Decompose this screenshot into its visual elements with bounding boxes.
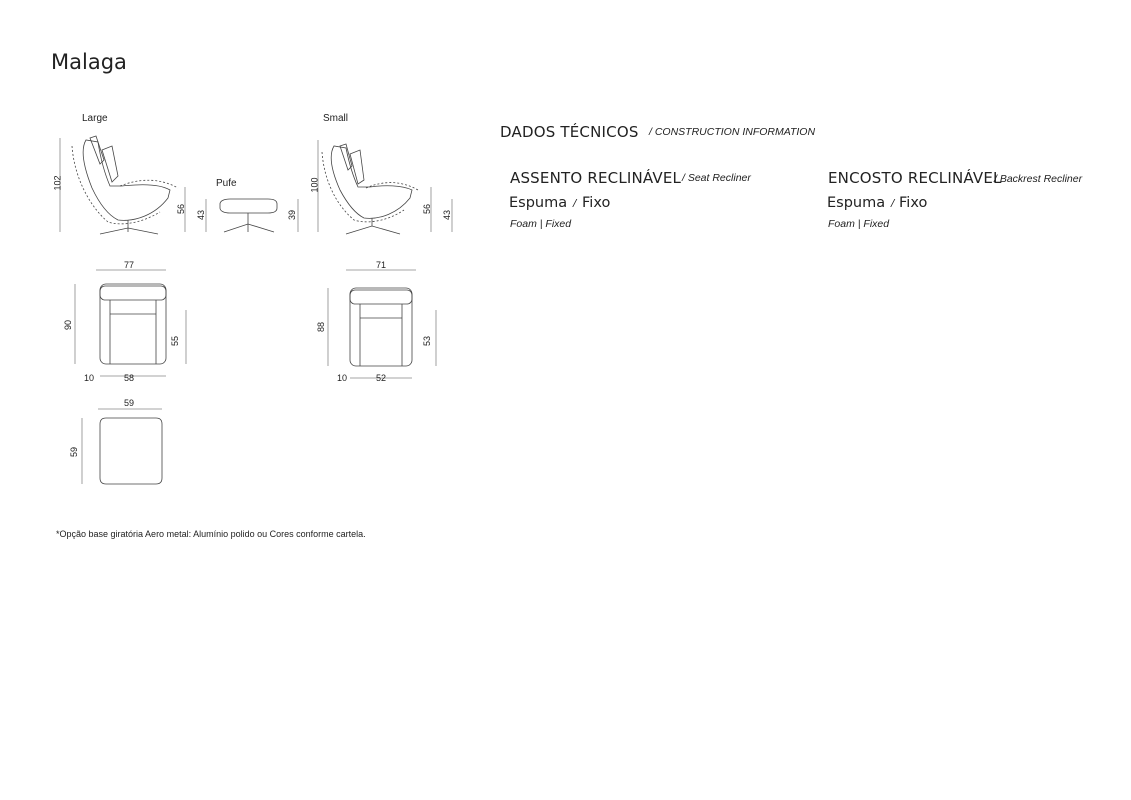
- dim-large-back: 56: [176, 203, 187, 215]
- large-top-view: [75, 270, 186, 376]
- dim-small-back: 56: [422, 203, 433, 215]
- backrest-recliner-title: ENCOSTO RECLINÁVEL: [828, 169, 1002, 187]
- page-title: Malaga: [51, 50, 127, 74]
- backrest-options-en: Foam | Fixed: [828, 218, 890, 230]
- technical-heading: DADOS TÉCNICOS: [500, 123, 639, 141]
- small-side-view: [318, 140, 452, 234]
- dim-small-width: 71: [376, 260, 387, 270]
- dim-large-arm: 10: [84, 373, 95, 383]
- pufe-label: Pufe: [216, 178, 237, 189]
- backrest-option-foam: Espuma: [827, 195, 886, 211]
- small-label: Small: [323, 113, 349, 124]
- dim-small-seat-width: 52: [376, 373, 387, 383]
- seat-option-fixed: Fixo: [582, 195, 611, 211]
- small-top-view: [328, 270, 436, 378]
- technical-heading-en: / CONSTRUCTION INFORMATION: [649, 126, 816, 138]
- dim-large-width: 77: [124, 260, 135, 270]
- large-label: Large: [82, 113, 108, 124]
- seat-options-en: Foam | Fixed: [510, 218, 572, 230]
- dim-large-depth: 90: [63, 319, 74, 331]
- dim-pufe-width: 59: [124, 398, 135, 408]
- dim-large-inner: 55: [170, 335, 181, 347]
- large-side-view: [60, 136, 206, 234]
- dim-pufe-depth: 59: [69, 446, 80, 458]
- backrest-option-fixed: Fixo: [899, 195, 928, 211]
- backrest-option-separator: /: [891, 198, 895, 209]
- dim-small-depth: 88: [316, 321, 327, 333]
- seat-option-separator: /: [573, 198, 577, 209]
- dim-small-seat: 43: [442, 209, 453, 221]
- seat-recliner-title: ASSENTO RECLINÁVEL: [510, 169, 682, 187]
- pufe-top-view: [82, 409, 162, 484]
- footnote: *Opção base giratória Aero metal: Alumínio polido ou Cores conforme cartela.: [56, 529, 366, 539]
- dim-pufe-height: 39: [287, 209, 298, 221]
- dim-large-height: 102: [52, 175, 63, 191]
- seat-recliner-title-en: / Seat Recliner: [682, 172, 751, 184]
- dim-large-seat-width: 58: [124, 373, 135, 383]
- dim-small-height: 100: [309, 177, 320, 193]
- dim-large-seat: 43: [196, 209, 207, 221]
- dim-small-arm: 10: [337, 373, 348, 383]
- backrest-recliner-title-en: / Backrest Recliner: [994, 173, 1083, 185]
- dim-small-inner: 53: [422, 335, 433, 347]
- seat-option-foam: Espuma: [509, 195, 568, 211]
